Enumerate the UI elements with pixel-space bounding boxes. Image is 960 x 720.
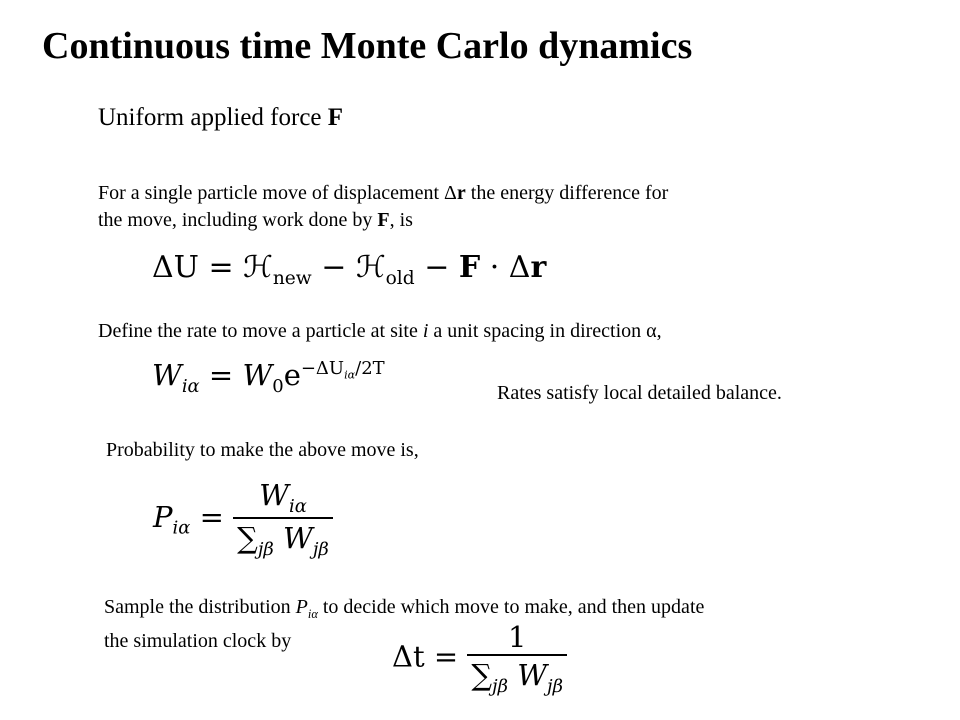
- subtitle: Uniform applied force F: [98, 104, 344, 131]
- detailed-balance-note: Rates satisfy local detailed balance.: [497, 382, 782, 404]
- paragraph-sampling: Sample the distribution $P_{i\alpha}$ to decide which move to make, and then update the simulation clock by: [104, 596, 705, 652]
- paragraph-energy-difference: For a single particle move of displacement Δr the energy difference for the move, including work done by F, is: [98, 182, 669, 231]
- slide-title: Continuous time Monte Carlo dynamics: [42, 25, 693, 67]
- equation-time-step: Δt = $\frac{1}{\sum_{j\beta} W_{j\beta}}$: [392, 620, 567, 697]
- force-symbol: F: [327, 104, 344, 131]
- probability-fraction: $\frac{W_{i\alpha}}{\sum_{j\beta} W_{j\beta}}$: [233, 478, 333, 560]
- equation-probability: $P_{i\alpha}$ = $\frac{W_{i\alpha}}{\sum_{j\beta} W_{j\beta}}$: [153, 478, 333, 560]
- paragraph-rate-definition: Define the rate to move a particle at site i a unit spacing in direction α,: [98, 320, 662, 342]
- equation-rate: $W_{i\alpha} = W_0e^{-\Delta U_{i\alpha}/2T}$: [152, 358, 385, 397]
- paragraph-probability: Probability to make the above move is,: [106, 439, 419, 461]
- time-step-fraction: $\frac{1}{\sum_{j\beta} W_{j\beta}}$: [467, 620, 567, 697]
- equation-energy-difference: ΔU = ℋ$_{new}$ − ℋ$_{old}$ − F · Δr: [152, 250, 547, 289]
